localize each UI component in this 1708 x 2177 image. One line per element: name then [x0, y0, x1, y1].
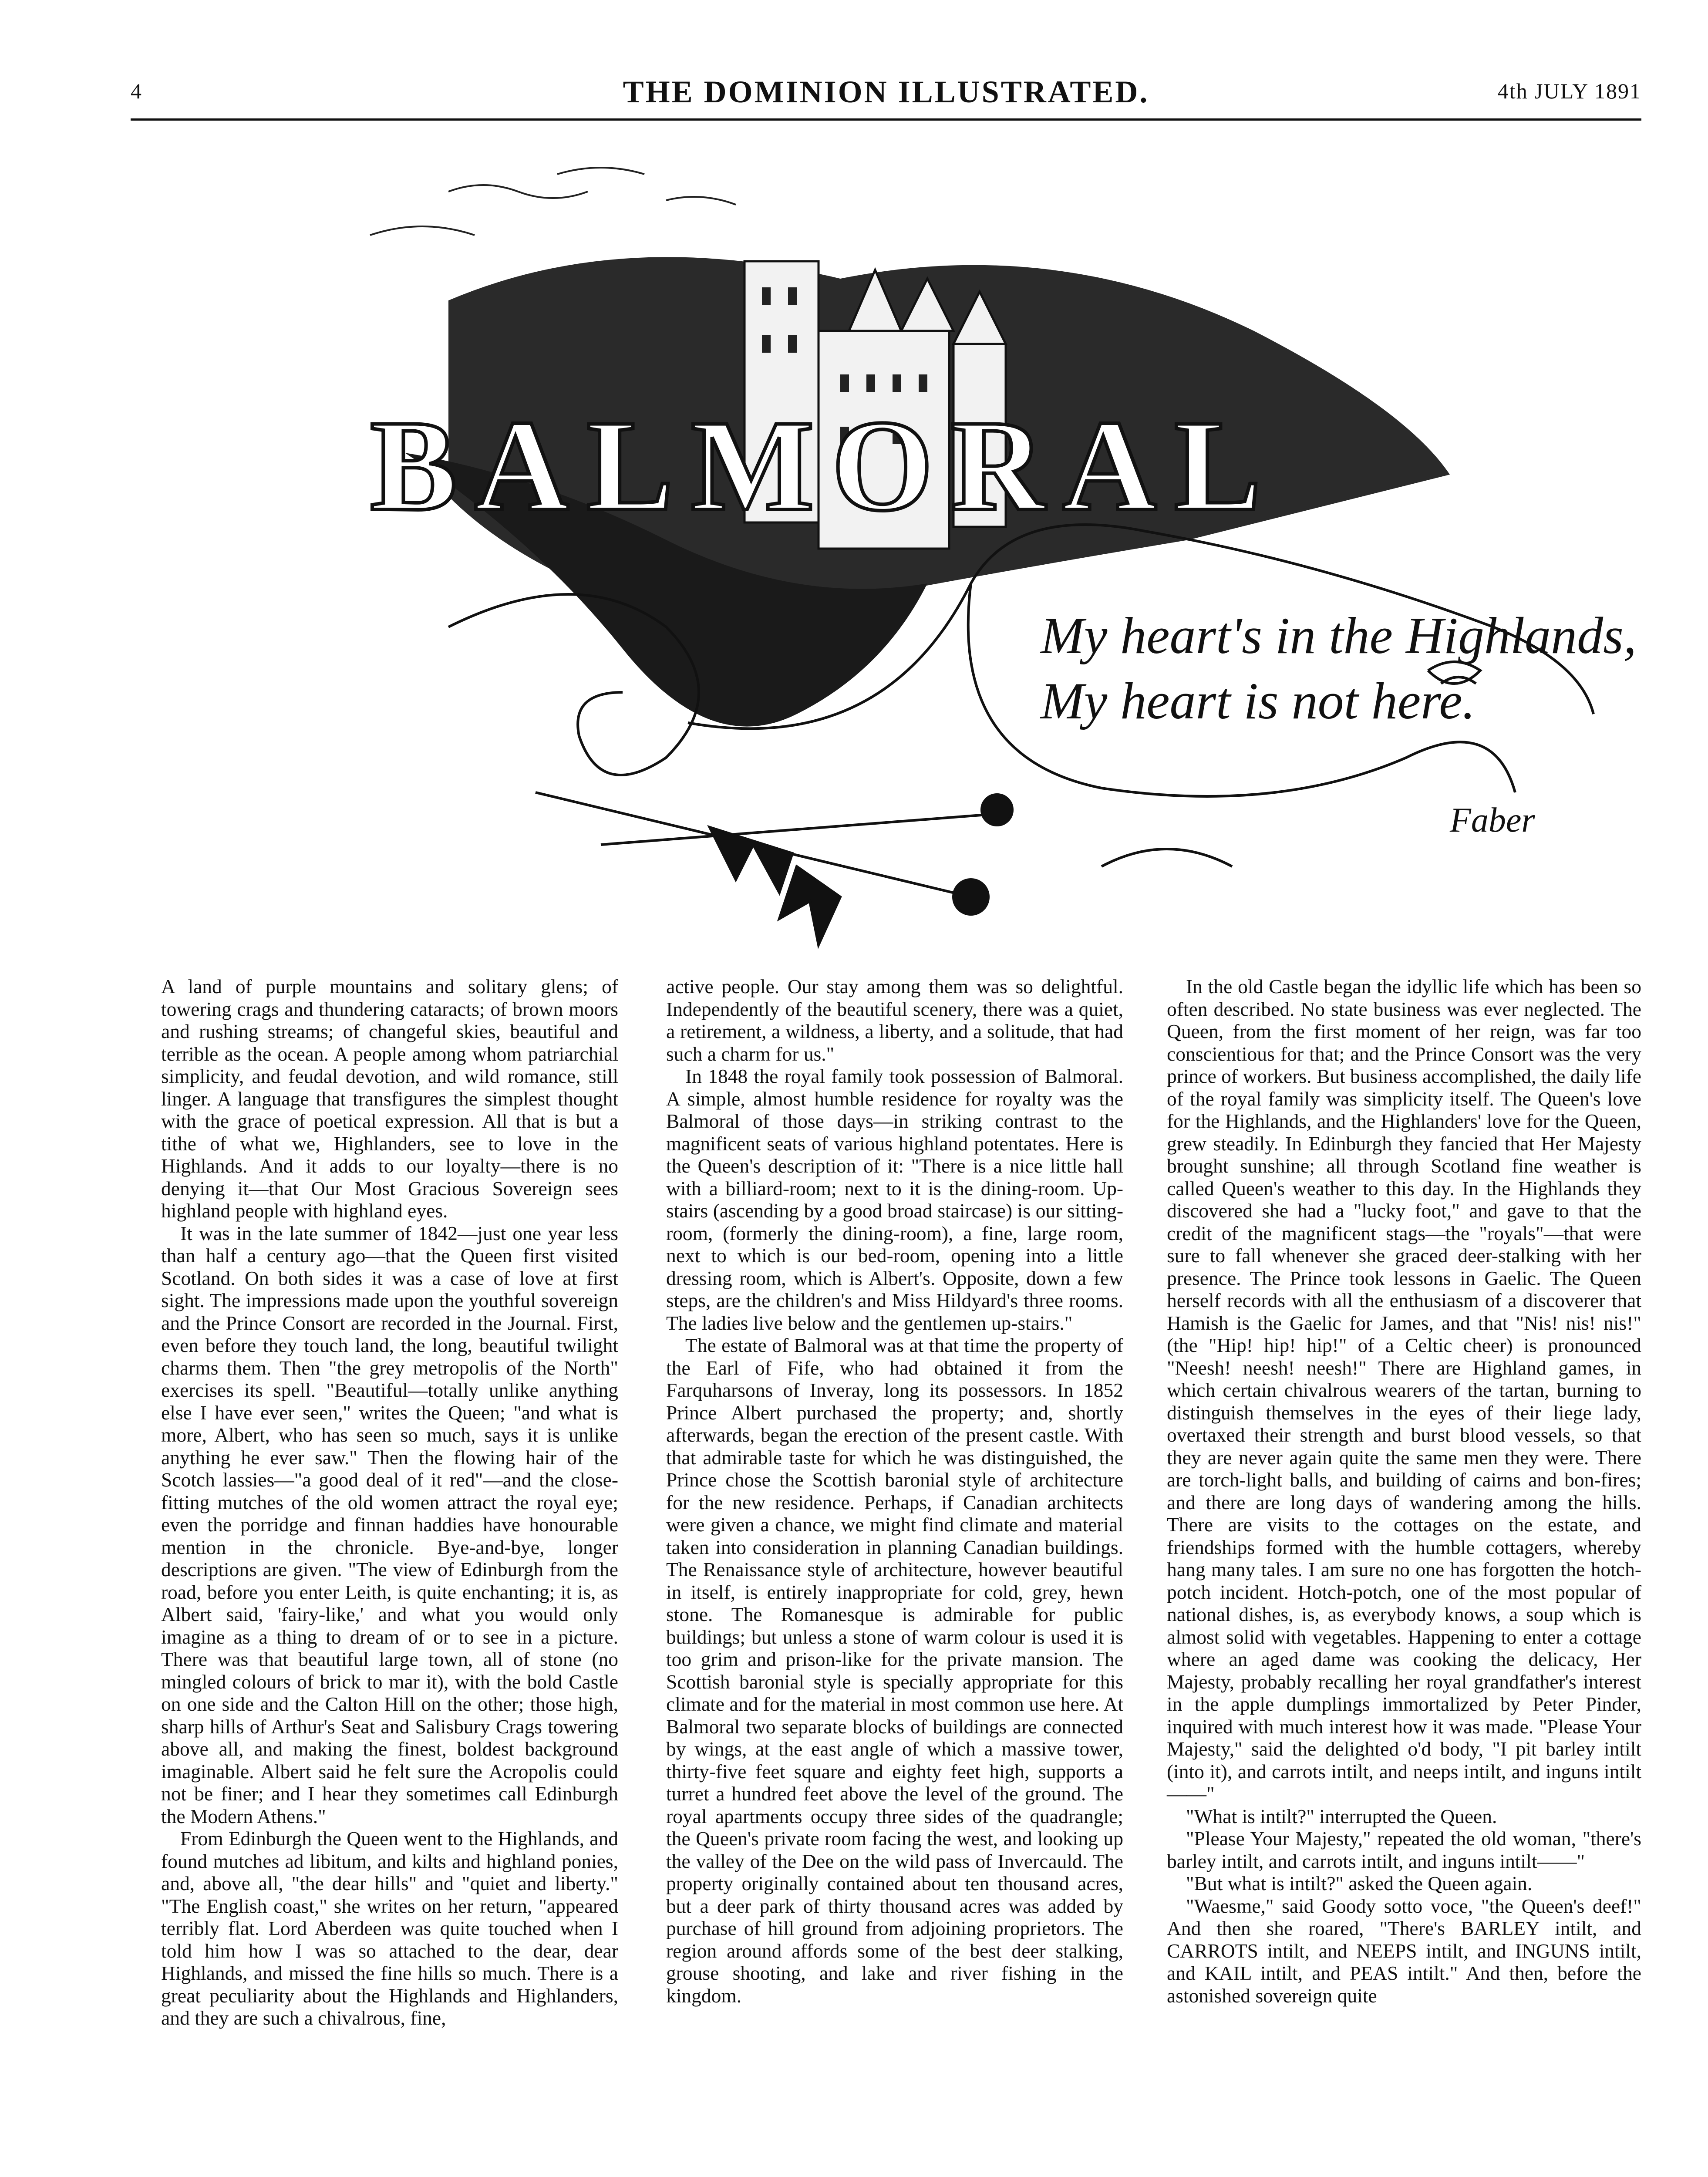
header-rule — [131, 118, 1641, 121]
paragraph: It was in the late summer of 1842—just one year less than half a century ago—that the Queen first visited Scotland. On both sides it was a case of love at first sight. The impressions made upon the youthful sovereign and the Prince Consort are recorded in the Journal. First, even before they touch land, the long, beautiful twilight charms them. Then "the grey metropolis of the North" exercises its spell. "Beautiful—totally unlike anything else I have ever seen," writes the Queen; "and what is more, Albert, who has seen so much, says it is unlike anything he ever saw." Then the flowing hair of the Scotch lassies—"a good deal of it red"—and the close-fitting mutches of the old women attract the royal eye; even the porridge and finnan haddies have honourable mention in the chronicle. Bye-and-bye, longer descriptions are given. "The view of Edinburgh from the road, before you enter Leith, is quite enchanting; it is, as Albert said, 'fairy-like,' and what you would only imagine as a thing to dream of or to see in a picture. There was that beautiful large town, all of stone (no mingled colours of brick to mar it), with the bold Castle on one side and the Calton Hill on the other; those high, sharp hills of Arthur's Seat and Salisbury Crags towering above all, and making the finest, boldest background imaginable. Albert said he felt sure the Acropolis could not be finer; and I hear they sometimes call Edinburgh the Modern Athens." — [161, 1222, 618, 1827]
paragraph: "What is intilt?" interrupted the Queen. — [1186, 1805, 1497, 1827]
article-column-1 — [161, 975, 618, 2029]
artist-signature: Faber — [1450, 801, 1535, 839]
paragraph: active people. Our stay among them was so delightful. Independently of the beautiful scenery, there was a quiet, a retirement, a wildness, a liberty, and a solitude, that had such a charm for us." — [666, 975, 1123, 1065]
article-column-2 — [666, 975, 1123, 2007]
publication-title: THE DOMINION ILLUSTRATED. — [623, 74, 1149, 109]
thistle-icon — [536, 792, 1012, 945]
paragraph: "Please Your Majesty," repeated the old woman, "there's barley intilt, and carrots intilt, and inguns intilt——" — [1167, 1827, 1641, 1872]
motto-line-1: My heart's in the Highlands, — [1041, 607, 1637, 664]
page-number: 4 — [131, 79, 141, 103]
balmoral-illustration — [144, 148, 1637, 962]
paragraph: "But what is intilt?" asked the Queen again. — [1186, 1872, 1533, 1894]
paragraph: A land of purple mountains and solitary glens; of towering crags and thundering cataracts; of brown moors and rushing streams; of changeful skies, beautiful and terrible as the ocean. A people among whom patriarchial simplicity, and feudal devotion, and wild romance, still linger. A language that transfigures the simplest thought with the grace of poetical expression. All that is but a tithe of what we, Highlanders, see to love in the Highlands. And it adds to our loyalty—there is no denying it—that Our Most Gracious Sovereign sees highland people with highland eyes. — [161, 975, 618, 1222]
issue-date: 4th JULY 1891 — [1497, 79, 1641, 103]
paragraph: In the old Castle began the idyllic life which has been so often described. No state business was ever neglected. The Queen, from the first moment of her reign, was far too conscientious for that; and the Prince Consort was the very prince of workers. But business accomplished, the daily life of the royal family was simplicity itself. The Queen's love for the Highlands, and the Highlanders' love for the Queen, grew steadily. In Edinburgh they fancied that Her Majesty brought sunshine; all through Scotland fine weather is called Queen's weather to this day. In the Highlands they discovered she had a "lucky foot," and gave to that the credit of the magnificent stags—the "royals"—that were sure to fall whenever she graced deer-stalking with her presence. The Prince took lessons in Gaelic. The Queen herself records with all the enthusiasm of a discoverer that Hamish is the Gaelic for James, and that "Nis! nis! nis!" (the "Hip! hip! hip!" of a Celtic cheer) is pronounced "Neesh! neesh! neesh!" There are Highland games, in which certain chivalrous wearers of the tartan, burning to distinguish themselves in the eyes of their liege lady, overtaxed their strength and burst blood vessels, so that they are never again quite the same men they were. There are torch-light balls, and building of cairns and bon-fires; and there are long days of wandering among the hills. There are visits to the cottages on the estate, and friendships formed with the humble cottagers, whereby hang many tales. I am sure no one has forgotten the hotch-potch incident. Hotch-potch, one of the most popular of national dishes, is, as everybody knows, a soup which is almost solid with vegetables. Happening to enter a cottage where an aged dame was cooking the delicacy, Her Majesty, probably recalling her royal grandfather's interest in the apple dumplings immortalized by Peter Pinder, inquired with much interest how it was made. "Please Your Majesty," said the delighted o'd body, "I pit barley intilt (into it), and carrots intilt, and neeps intilt, and inguns intilt——" — [1167, 975, 1641, 1805]
paragraph: The estate of Balmoral was at that time the property of the Earl of Fife, who had obtained it from the Farquharsons of Inveray, long its possessors. In 1852 Prince Albert purchased the property; and, shortly afterwards, began the erection of the present castle. With that admirable taste for which he was distinguished, the Prince chose the Scottish baronial style of architecture for the new residence. Perhaps, if Canadian architects were given a chance, we might find climate and material taken into consideration in planning Canadian buildings. The Renaissance style of architecture, however beautiful in itself, is entirely inappropriate for cold, grey, hewn stone. The Romanesque is admirable for public buildings; but unless a stone of warm colour is used it is too grim and prison-like for the private mansion. The Scottish baronial style is specially appropriate for this climate and for the material in most common use here. At Balmoral two separate blocks of buildings are connected by wings, at the east angle of which a massive tower, thirty-five feet square and eighty feet high, supports a turret a hundred feet above the level of the ground. The royal apartments occupy three sides of the quadrangle; the Queen's private room facing the west, and looking up the valley of the Dee on the wild pass of Invercauld. The property originally contained about ten thousand acres, but a deer park of thirty thousand acres was added by purchase of hill ground from adjoining proprietors. The region around affords some of the best deer stalking, grouse shooting, and lake and river fishing in the kingdom. — [666, 1334, 1123, 2007]
article-column-3 — [1167, 975, 1641, 2007]
title-lettering: BALMORAL — [370, 393, 1279, 538]
motto-line-2: My heart is not here. — [1041, 672, 1476, 730]
running-head — [131, 70, 1641, 118]
paragraph: In 1848 the royal family took possession of Balmoral. A simple, almost humble residence for royalty was the Balmoral of those days—in striking contrast to the magnificent seats of various highland potentates. Here is the Queen's description of it: "There is a nice little hall with a billiard-room; next to it is the dining-room. Up-stairs (ascending by a good broad staircase) is our sitting-room, (formerly the dining-room), a fine, large room, next to which is our bed-room, opening into a little dressing room, which is Albert's. Opposite, down a few steps, are the children's and Miss Hildyard's three rooms. The ladies live below and the gentlemen up-stairs." — [666, 1065, 1123, 1334]
paragraph: From Edinburgh the Queen went to the Highlands, and found mutches ad libitum, and kilts and highland ponies, and, above all, "the dear hills" and "quiet and liberty." "The English coast," she writes on her return, "appeared terribly flat. Lord Aberdeen was quite touched when I told him how I was so attached to the dear, dear Highlands, and missed the fine hills so much. There is a great peculiarity about the Highlands and Highlanders, and they are such a chivalrous, fine, — [161, 1827, 618, 2029]
paragraph: "Waesme," said Goody sotto voce, "the Queen's deef!" And then she roared, "There's BARLEY intilt, and CARROTS intilt, and NEEPS intilt, and INGUNS intilt, and KAIL intilt, and PEAS intilt." And then, before the astonished sovereign quite — [1167, 1894, 1641, 2007]
